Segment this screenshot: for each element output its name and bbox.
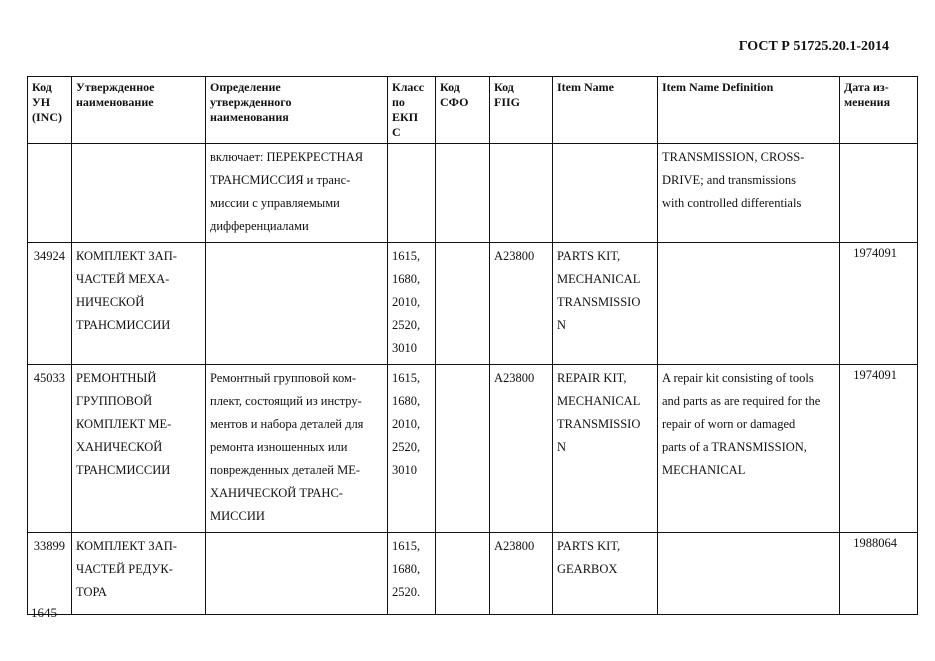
cell-line: 3010: [392, 463, 417, 477]
col-code-fiig-header: [490, 77, 553, 144]
cell-line: КОМПЛЕКТ ЗАП-: [76, 249, 177, 263]
cell-line: КОМПЛЕКТ МЕ-: [76, 417, 172, 431]
col-item-definition-header: [658, 77, 840, 144]
header-line: наименования: [210, 110, 289, 124]
header-line: Код: [440, 80, 460, 94]
cell-line: ремонта изношенных или: [210, 440, 348, 454]
cell-line: ментов и набора деталей для: [210, 417, 364, 431]
table-row: [28, 243, 918, 365]
cell-line: плект, состоящий из инстру-: [210, 394, 362, 408]
cell-line: ГРУППОВОЙ: [76, 394, 153, 408]
cell-line: ЧАСТЕЙ МЕХА-: [76, 272, 170, 286]
cell-line: ТОРА: [76, 585, 107, 599]
cell-line: МИССИИ: [210, 509, 265, 523]
item-name-cell: [553, 533, 658, 615]
cell-line: 1615,: [392, 249, 421, 263]
cell-line: N: [557, 440, 567, 454]
definition-cell: [206, 243, 388, 365]
cell-line: 2520,: [392, 318, 421, 332]
definition-cell: [206, 365, 388, 533]
header-row: [28, 77, 918, 144]
approved-name-cell: [72, 533, 206, 615]
cell-line: TRANSMISSION, CROSS-: [662, 150, 805, 164]
cell-line: КОМПЛЕКТ ЗАП-: [76, 539, 177, 553]
col-approved-name-header: [72, 77, 206, 144]
cell-line: PARTS KIT,: [557, 539, 621, 553]
change-date-cell: 1988064: [840, 533, 918, 615]
header-line: С: [392, 125, 401, 139]
header-line: менения: [844, 95, 891, 109]
header-line: Код: [32, 80, 52, 94]
cell-line: 1680,: [392, 562, 421, 576]
code-sfo-cell: [436, 533, 490, 615]
col-item-name-header: [553, 77, 658, 144]
cell-line: НИЧЕСКОЙ: [76, 295, 145, 309]
item-name-cell: [553, 243, 658, 365]
cell-line: миссии с управляемыми: [210, 196, 340, 210]
cell-line: and parts as are required for the: [662, 394, 821, 408]
cell-line: MECHANICAL: [662, 463, 746, 477]
cell-line: GEARBOX: [557, 562, 618, 576]
cell-line: ЧАСТЕЙ РЕДУК-: [76, 562, 173, 576]
col-definition-header: [206, 77, 388, 144]
cell-line: 2520,: [392, 440, 421, 454]
header-line: Item Name: [557, 80, 614, 94]
cell-line: 2520.: [392, 585, 421, 599]
table-row: [28, 144, 918, 243]
cell-line: ТРАНСМИССИЯ и транс-: [210, 173, 351, 187]
item-definition-cell: [658, 533, 840, 615]
code-fiig-cell: [490, 144, 553, 243]
cell-line: Ремонтный групповой ком-: [210, 371, 357, 385]
change-date-cell: 1974091: [840, 243, 918, 365]
cell-line: РЕМОНТНЫЙ: [76, 371, 157, 385]
header-line: Утвержденное: [76, 80, 155, 94]
approved-name-cell: [72, 365, 206, 533]
cell-line: включает: ПЕРЕКРЕСТНАЯ: [210, 150, 364, 164]
cell-line: with controlled differentials: [662, 196, 802, 210]
cell-line: поврежденных деталей МЕ-: [210, 463, 361, 477]
code-sfo-cell: [436, 144, 490, 243]
definition-cell: [206, 533, 388, 615]
header-line: Класс: [392, 80, 425, 94]
col-code-sfo-header: [436, 77, 490, 144]
cell-line: 1615,: [392, 539, 421, 553]
cell-line: 1615,: [392, 371, 421, 385]
header-line: Item Name Definition: [662, 80, 774, 94]
change-date-cell: 1974091: [840, 365, 918, 533]
header-line: СФО: [440, 95, 469, 109]
code-sfo-cell: [436, 365, 490, 533]
cell-line: 1680,: [392, 394, 421, 408]
cell-line: ТРАНСМИССИИ: [76, 463, 171, 477]
document-id: ГОСТ Р 51725.20.1-2014: [738, 39, 889, 54]
item-definition-cell: [658, 365, 840, 533]
code-fiig-cell: A23800: [490, 243, 553, 365]
cell-line: parts of a TRANSMISSION,: [662, 440, 807, 454]
approved-name-cell: [72, 243, 206, 365]
item-definition-cell: [658, 243, 840, 365]
header-line: Определение: [210, 80, 281, 94]
cell-line: ТРАНСМИССИИ: [76, 318, 171, 332]
code-inc-cell: [28, 144, 72, 243]
header-line: Дата из-: [844, 80, 889, 94]
col-change-date-header: [840, 77, 918, 144]
approved-name-cell: [72, 144, 206, 243]
class-ekps-cell: [388, 365, 436, 533]
code-fiig-cell: A23800: [490, 533, 553, 615]
item-name-cell: [553, 365, 658, 533]
cell-line: TRANSMISSIO: [557, 417, 641, 431]
cell-line: N: [557, 318, 567, 332]
header-line: Код: [494, 80, 514, 94]
header-line: по: [392, 95, 405, 109]
header-line: ЕКП: [392, 110, 419, 124]
header-line: FIIG: [494, 95, 521, 109]
code-inc-cell: 34924: [28, 243, 72, 365]
change-date-cell: [840, 144, 918, 243]
class-ekps-cell: [388, 243, 436, 365]
cell-line: MECHANICAL: [557, 272, 641, 286]
definition-cell: [206, 144, 388, 243]
header-line: наименование: [76, 95, 154, 109]
class-ekps-cell: [388, 144, 436, 243]
table-row: [28, 365, 918, 533]
code-inc-cell: 33899: [28, 533, 72, 615]
table-row: [28, 533, 918, 615]
item-name-cell: [553, 144, 658, 243]
cell-line: 2010,: [392, 295, 421, 309]
code-fiig-cell: A23800: [490, 365, 553, 533]
class-ekps-cell: [388, 533, 436, 615]
cell-line: TRANSMISSIO: [557, 295, 641, 309]
code-sfo-cell: [436, 243, 490, 365]
item-definition-cell: [658, 144, 840, 243]
cell-line: ХАНИЧЕСКОЙ ТРАНС-: [210, 486, 343, 500]
cell-line: DRIVE; and transmissions: [662, 173, 797, 187]
code-inc-cell: 45033: [28, 365, 72, 533]
header-line: утвержденного: [210, 95, 292, 109]
cell-line: ХАНИЧЕСКОЙ: [76, 440, 163, 454]
cell-line: REPAIR KIT,: [557, 371, 627, 385]
cell-line: repair of worn or damaged: [662, 417, 796, 431]
page-number: 1645: [31, 605, 57, 620]
cell-line: A repair kit consisting of tools: [662, 371, 814, 385]
cell-line: 1680,: [392, 272, 421, 286]
cell-line: 3010: [392, 341, 417, 355]
cell-line: PARTS KIT,: [557, 249, 621, 263]
cell-line: 2010,: [392, 417, 421, 431]
col-code-inc-header: [28, 77, 72, 144]
catalog-table: [27, 76, 918, 615]
cell-line: дифференциалами: [210, 219, 309, 233]
header-line: УН: [32, 95, 51, 109]
cell-line: MECHANICAL: [557, 394, 641, 408]
header-line: (INC): [32, 110, 62, 124]
col-class-ekps-header: [388, 77, 436, 144]
